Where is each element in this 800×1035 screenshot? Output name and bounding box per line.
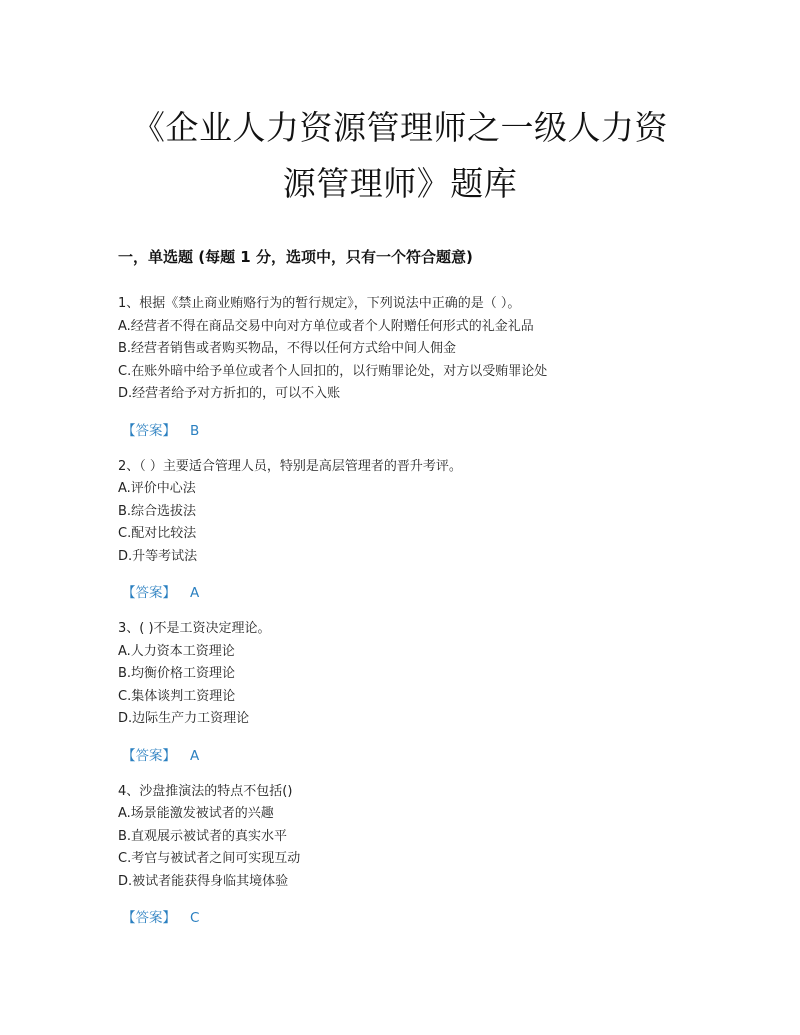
- option-b: B.直观展示被试者的真实水平: [118, 828, 288, 844]
- answer-line: [118, 907, 718, 929]
- option-a: A.评价中心法: [118, 481, 196, 496]
- option-c: C.在账外暗中给予单位或者个人回扣的，以行贿罪论处，对方以受贿罪论处: [118, 363, 548, 379]
- question-stem: 1、根据《禁止商业贿赂行为的暂行规定》，下列说法中正确的是（ ）。: [118, 296, 521, 311]
- option-a: A.场景能激发被试者的兴趣: [118, 806, 274, 821]
- answer-value: A: [190, 585, 200, 601]
- option-d: D.边际生产力工资理论: [118, 711, 250, 726]
- answer-label: 【答案】: [122, 585, 176, 601]
- question-stem: 3、( )不是工资决定理论。: [118, 621, 271, 636]
- question-list: [118, 293, 718, 943]
- question-stem: 2、（ ）主要适合管理人员，特别是高层管理者的晋升考评。: [118, 458, 462, 474]
- question-1: [118, 293, 718, 442]
- option-c: C.考官与被试者之间可实现互动: [118, 851, 301, 866]
- answer-label: 【答案】: [122, 422, 176, 439]
- answer-label: 【答案】: [122, 747, 176, 764]
- answer-line: [118, 420, 718, 442]
- answer-line: [118, 745, 718, 767]
- option-d: D.经营者给予对方折扣的，可以不入账: [118, 386, 341, 401]
- answer-line: [118, 582, 718, 604]
- option-a: A.人力资本工资理论: [118, 643, 235, 659]
- answer-value: A: [190, 747, 200, 764]
- section-heading: 一，单选题 (每题 1 分，选项中，只有一个符合题意): [118, 248, 473, 266]
- document-title: [60, 100, 740, 212]
- option-b: B.均衡价格工资理论: [118, 666, 236, 681]
- question-3: [118, 618, 718, 767]
- option-b: B.经营者销售或者购买物品，不得以任何方式给中间人佣金: [118, 341, 457, 356]
- option-c: C.配对比较法: [118, 526, 197, 541]
- answer-label: 【答案】: [122, 910, 176, 926]
- option-c: C.集体谈判工资理论: [118, 688, 236, 704]
- question-4: [118, 781, 718, 930]
- question-stem: 4、沙盘推演法的特点不包括(): [118, 783, 293, 799]
- title-line-2: 源管理师》题库: [282, 164, 518, 203]
- answer-value: B: [190, 422, 200, 439]
- option-d: D.被试者能获得身临其境体验: [118, 873, 289, 889]
- option-b: B.综合选拔法: [118, 503, 197, 519]
- title-line-1: 《企业人力资源管理师之一级人力资: [132, 108, 668, 147]
- option-d: D.升等考试法: [118, 548, 198, 564]
- answer-value: C: [190, 910, 200, 926]
- option-a: A.经营者不得在商品交易中向对方单位或者个人附赠任何形式的礼金礼品: [118, 318, 534, 334]
- question-2: [118, 456, 718, 605]
